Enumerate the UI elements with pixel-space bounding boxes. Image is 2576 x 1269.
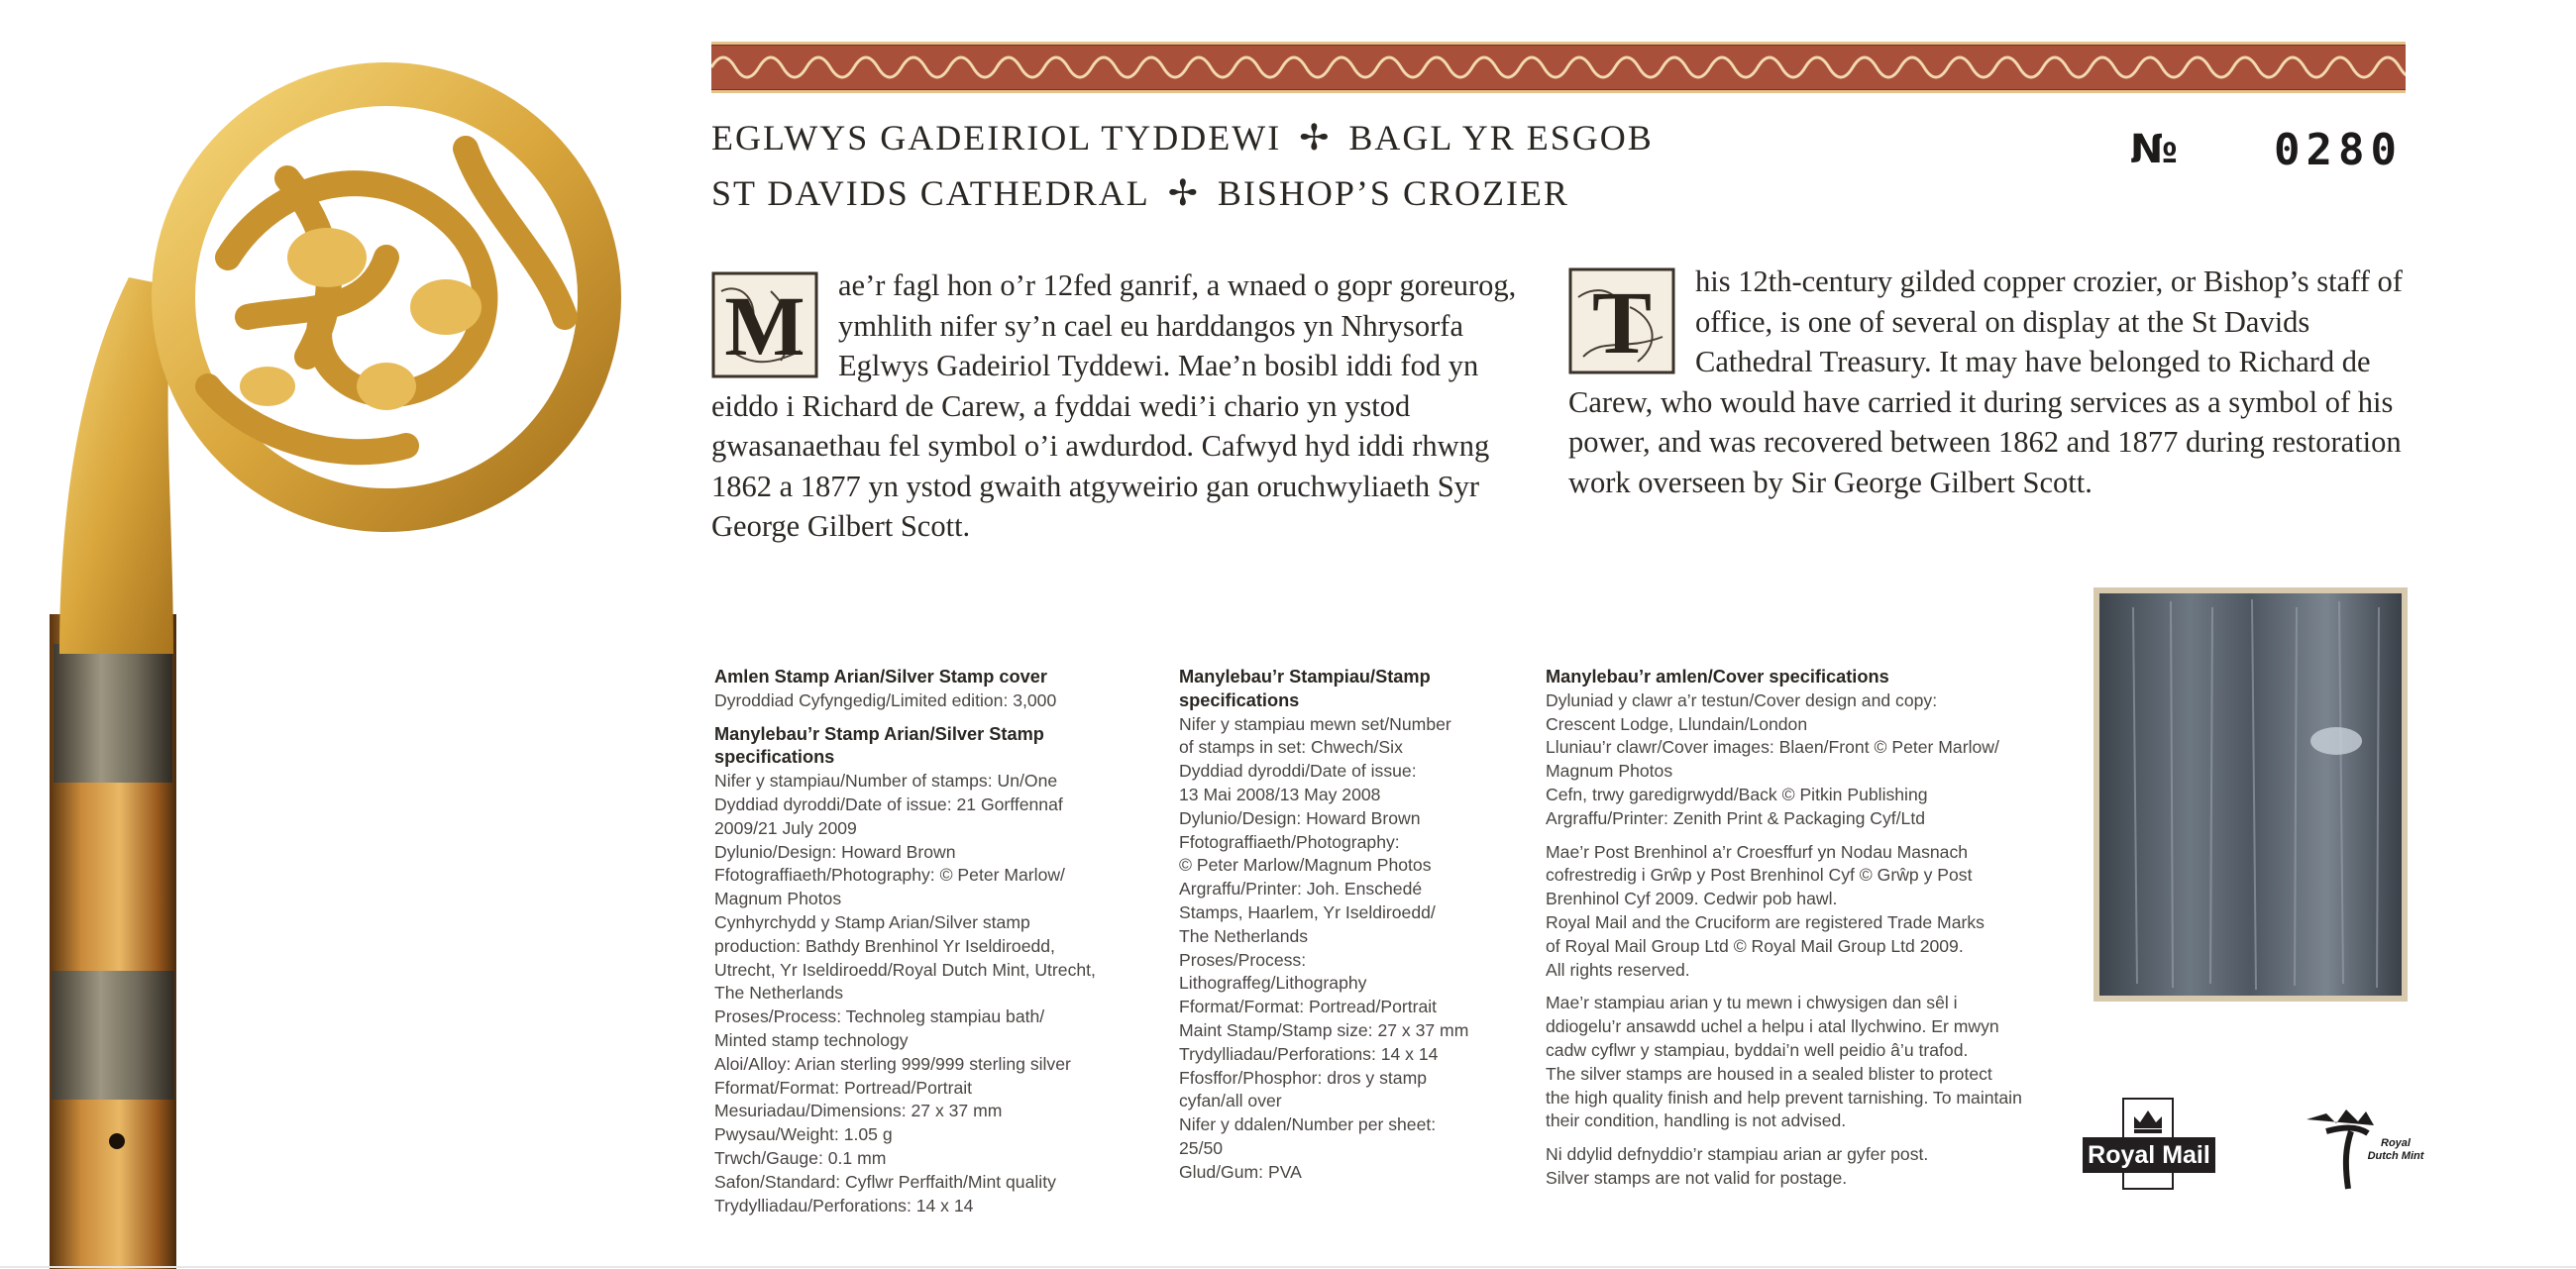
spec-line: production: Bathdy Brenhinol Yr Iseldiroedd, xyxy=(714,935,1055,956)
spec-line: their condition, handling is not advised. xyxy=(1546,1110,1847,1131)
title-english-right: BISHOP’S CROZIER xyxy=(1217,173,1569,213)
spec-line: Ffosffor/Phosphor: dros y stamp xyxy=(1179,1067,1428,1088)
spec-line: Dylunio/Design: Howard Brown xyxy=(714,841,956,862)
section-heading: specifications xyxy=(714,747,835,768)
title-welsh xyxy=(711,117,1654,159)
spec-line: The Netherlands xyxy=(714,983,844,1004)
spec-line: of stamps in set: Chwech/Six xyxy=(1179,737,1403,758)
spec-line: 13 Mai 2008/13 May 2008 xyxy=(1179,784,1381,804)
svg-text:T: T xyxy=(1591,274,1653,372)
svg-text:M: M xyxy=(724,278,805,373)
spec-line: of Royal Mail Group Ltd © Royal Mail Group Ltd 2009. xyxy=(1546,935,1964,956)
spec-line: Ni ddylid defnyddio’r stampiau arian ar gyfer post. xyxy=(1546,1144,1929,1165)
spec-line: Trydylliadau/Perforations: 14 x 14 xyxy=(1179,1043,1439,1064)
paragraph-english-text: his 12th-century gilded copper crozier, or Bishop’s staff of office, is one of several on display at the St Davids Cathedral Treasury. It may have belonged to Richard de Carew, who would have carried it during services as a symbol of his power, and was recovered between 1862 and 1877 during restoration work overseen by Sir George Gilbert Scott. xyxy=(1568,264,2403,499)
spec-line: The Netherlands xyxy=(1179,925,1309,946)
spec-line: Dyddiad dyroddi/Date of issue: 21 Gorffennaf xyxy=(714,793,1063,814)
spec-line: Cefn, trwy garedigrwydd/Back © Pitkin Publishing xyxy=(1546,784,1928,804)
spec-line: Brenhinol Cyf 2009. Cedwir pob hawl. xyxy=(1546,889,1838,909)
spec-line: 2009/21 July 2009 xyxy=(714,817,857,838)
title-english xyxy=(711,172,1569,214)
spec-line: Trydylliadau/Perforations: 14 x 14 xyxy=(714,1195,974,1216)
stamp-specs xyxy=(1179,666,1506,1185)
section-heading: Manylebau’r Stamp Arian/Silver Stamp xyxy=(714,723,1044,744)
spec-line: All rights reserved. xyxy=(1546,959,1690,980)
spec-line: Utrecht, Yr Iseldiroedd/Royal Dutch Mint, Utrecht, xyxy=(714,959,1096,980)
spec-line: Dyluniad y clawr a’r testun/Cover design and copy: xyxy=(1546,689,1938,710)
royal-mail-logo-text: Royal Mail xyxy=(2083,1137,2215,1173)
spec-line: Royal Mail and the Cruciform are registered Trade Marks xyxy=(1546,911,1985,932)
cover-specs xyxy=(1546,666,2041,1191)
paragraph-welsh xyxy=(711,265,1544,547)
section-heading: Manylebau’r Stampiau/Stamp xyxy=(1179,667,1431,687)
spec-line: Nifer y stampiau mewn set/Number xyxy=(1179,713,1451,734)
section-heading: Amlen Stamp Arian/Silver Stamp cover xyxy=(714,667,1047,687)
silver-stamp-specs xyxy=(714,666,1130,1217)
spec-line: Minted stamp technology xyxy=(714,1029,909,1050)
serial-number-label: № xyxy=(2130,127,2179,172)
spec-line: the high quality finish and help prevent tarnishing. To maintain xyxy=(1546,1087,2022,1108)
spec-line: Crescent Lodge, Llundain/London xyxy=(1546,713,1808,734)
spec-line: Cynhyrchydd y Stamp Arian/Silver stamp xyxy=(714,911,1030,932)
spec-line: Nifer y ddalen/Number per sheet: xyxy=(1179,1114,1437,1135)
spec-line: cofrestredig i Grŵp y Post Brenhinol Cyf © Grŵp y Post xyxy=(1546,865,1973,886)
spec-line: Dylunio/Design: Howard Brown xyxy=(1179,807,1421,828)
spec-line: Mae’r Post Brenhinol a’r Croesffurf yn Nodau Masnach xyxy=(1546,841,1969,862)
title-english-left: ST DAVIDS CATHEDRAL xyxy=(711,173,1150,213)
spec-line: Mae’r stampiau arian y tu mewn i chwysigen dan sêl i xyxy=(1546,993,1958,1013)
illuminated-t-dropcap xyxy=(1568,267,1675,374)
ornamental-border xyxy=(711,42,2406,93)
paragraph-english xyxy=(1568,262,2406,502)
spec-line: cyfan/all over xyxy=(1179,1091,1282,1111)
spec-line: Magnum Photos xyxy=(1546,761,1673,782)
spec-line: © Peter Marlow/Magnum Photos xyxy=(1179,855,1432,876)
section-heading: Manylebau’r amlen/Cover specifications xyxy=(1546,667,1889,687)
spec-line: Fformat/Format: Portread/Portrait xyxy=(714,1077,973,1098)
spec-line: Aloi/Alloy: Arian sterling 999/999 sterling silver xyxy=(714,1053,1071,1074)
crozier-photo xyxy=(50,59,634,1269)
spec-line: Glud/Gum: PVA xyxy=(1179,1161,1302,1182)
spec-line: Stamps, Haarlem, Yr Iseldiroedd/ xyxy=(1179,901,1436,922)
spec-line: Trwch/Gauge: 0.1 mm xyxy=(714,1147,887,1168)
spec-line: Proses/Process: Technoleg stampiau bath/ xyxy=(714,1006,1045,1027)
spec-line: Proses/Process: xyxy=(1179,949,1307,970)
spec-line: cadw cyflwr y stampiau, byddai’n well peidio â’u trafod. xyxy=(1546,1039,1969,1060)
royal-dutch-mint-logo-text: Royal Dutch Mint xyxy=(2367,1137,2424,1162)
cross-separator-icon: ✢ xyxy=(1167,173,1200,213)
spec-line: Lithograffeg/Lithography xyxy=(1179,973,1367,994)
spec-line: Dyroddiad Cyfyngedig/Limited edition: 3,000 xyxy=(714,689,1057,710)
spec-line: Argraffu/Printer: Zenith Print & Packaging Cyf/Ltd xyxy=(1546,807,1926,828)
spec-line: Fformat/Format: Portread/Portrait xyxy=(1179,997,1438,1017)
spec-line: Magnum Photos xyxy=(714,889,842,909)
spec-line: Pwysau/Weight: 1.05 g xyxy=(714,1124,893,1145)
spec-line: Silver stamps are not valid for postage. xyxy=(1546,1167,1848,1188)
cross-separator-icon: ✢ xyxy=(1299,118,1332,158)
page-bottom-edge xyxy=(0,1266,2576,1268)
spec-line: Maint Stamp/Stamp size: 27 x 37 mm xyxy=(1179,1019,1469,1040)
title-welsh-right: BAGL YR ESGOB xyxy=(1348,118,1654,158)
spec-line: Argraffu/Printer: Joh. Enschedé xyxy=(1179,879,1423,899)
spec-line: Lluniau’r clawr/Cover images: Blaen/Front © Peter Marlow/ xyxy=(1546,737,1999,758)
section-heading: specifications xyxy=(1179,689,1300,710)
spec-line: 25/50 xyxy=(1179,1137,1224,1158)
spec-line: Dyddiad dyroddi/Date of issue: xyxy=(1179,761,1417,782)
spec-line: Ffotograffiaeth/Photography: © Peter Marlow/ xyxy=(714,865,1065,886)
spec-line: Nifer y stampiau/Number of stamps: Un/One xyxy=(714,771,1058,792)
illuminated-m-dropcap xyxy=(711,271,818,378)
spec-line: ddiogelu’r ansawdd uchel a helpu i atal llychwino. Er mwyn xyxy=(1546,1016,1999,1037)
serial-number-value: 0280 xyxy=(2274,125,2403,175)
spec-line: Ffotograffiaeth/Photography: xyxy=(1179,831,1400,852)
silver-stamp-image xyxy=(2093,587,2408,1002)
spec-line: Mesuriadau/Dimensions: 27 x 37 mm xyxy=(714,1101,1003,1121)
spec-line: Safon/Standard: Cyflwr Perffaith/Mint quality xyxy=(714,1171,1056,1192)
spec-line: The silver stamps are housed in a sealed blister to protect xyxy=(1546,1063,1992,1084)
title-welsh-left: EGLWYS GADEIRIOL TYDDEWI xyxy=(711,118,1282,158)
paragraph-welsh-text: ae’r fagl hon o’r 12fed ganrif, a wnaed o gopr goreurog, ymhlith nifer sy’n cael eu harddangos yn Nhrysorfa Eglwys Gadeiriol Tyddewi. Mae’n bosibl iddi fod yn eiddo i Richard de Carew, a fyddai wedi’i chario yn ystod gwasanaethau fel symbol o’i awdurdod. Cafwyd hyd iddi rhwng 1862 a 1877 yn ystod gwaith atgyweirio gan oruchwyliaeth Syr George Gilbert Scott. xyxy=(711,268,1517,543)
